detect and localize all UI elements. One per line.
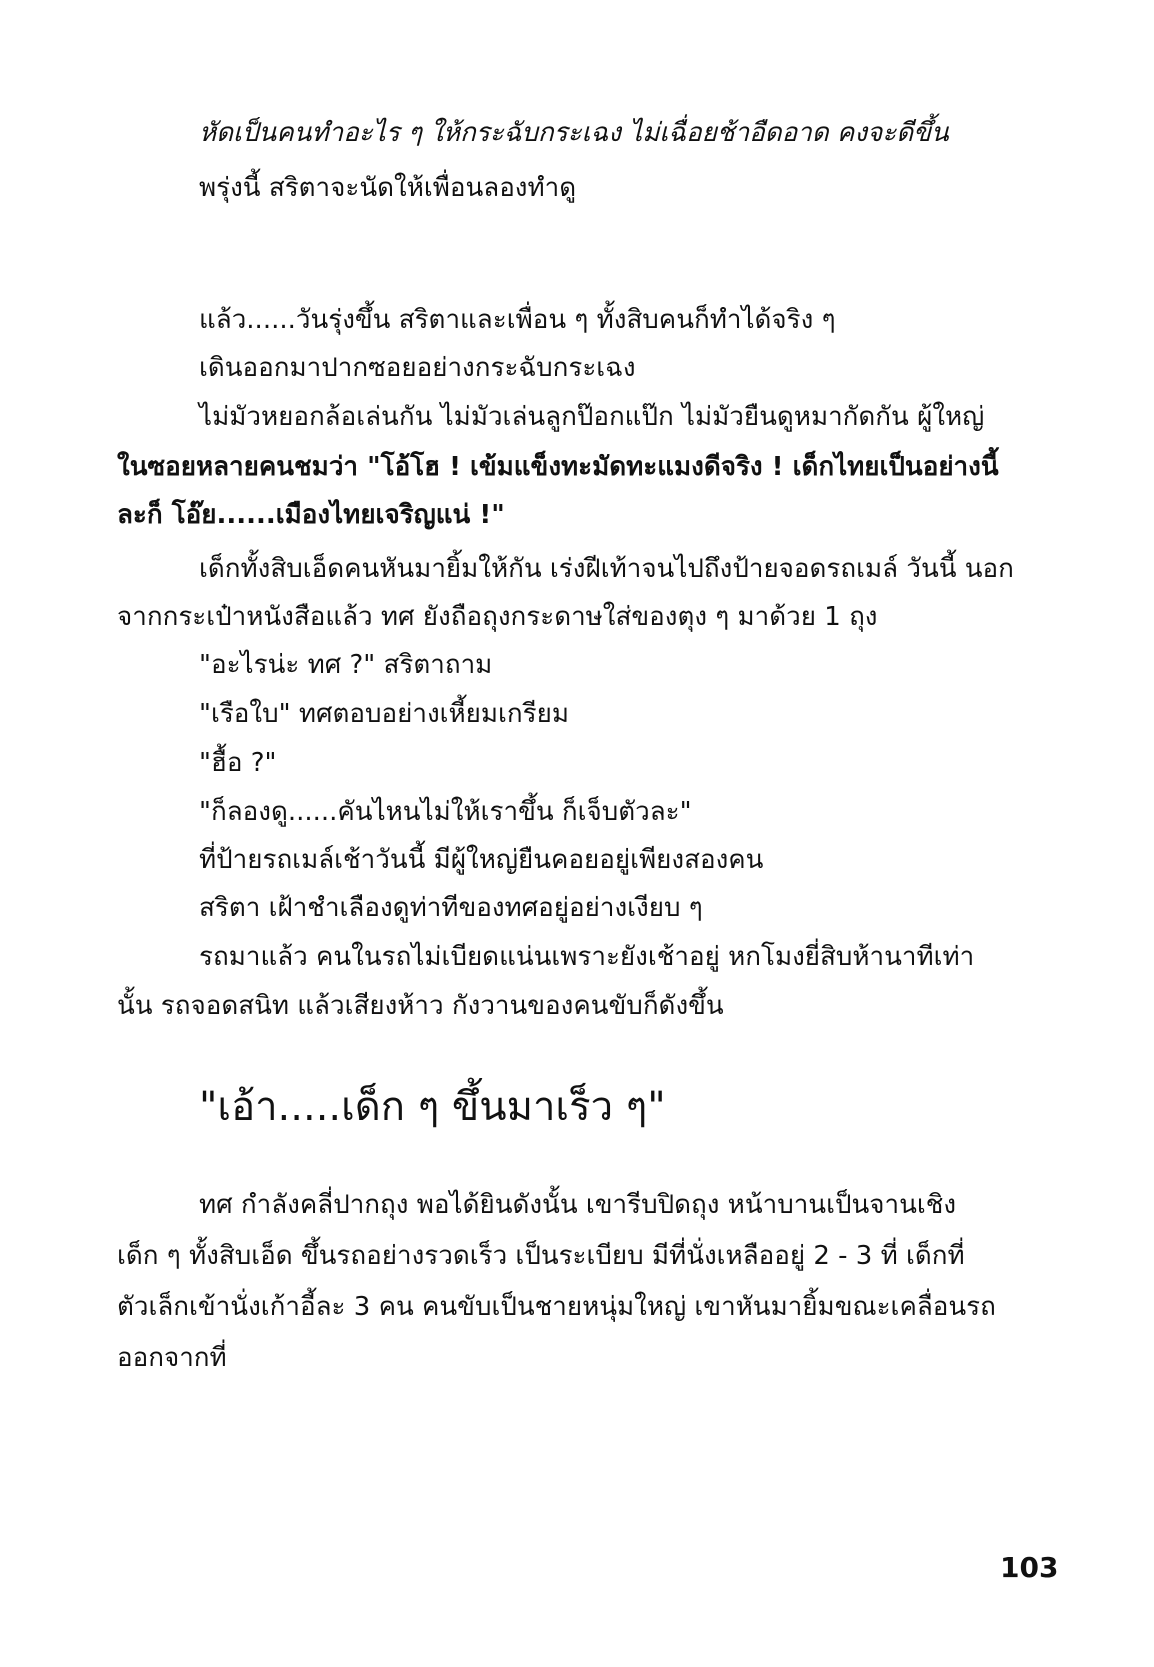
page-number: 103 — [1000, 1551, 1059, 1584]
text-line: ละก็ โอ๊ย......เมืองไทยเจริญแน่ !" — [117, 500, 505, 530]
text-line: รถมาแล้ว คนในรถไม่เบียดแน่นเพราะยังเช้าอยู่ หกโมงยี่สิบห้านาทีเท่า — [199, 942, 975, 972]
text-line: เดินออกมาปากซอยอย่างกระฉับกระเฉง — [199, 353, 636, 383]
text-line: "อะไรน่ะ ทศ ?" สริตาถาม — [199, 650, 493, 680]
text-line: "ฮื้อ ?" — [199, 748, 277, 778]
text-line: ไม่มัวหยอกล้อเล่นกัน ไม่มัวเล่นลูกป๊อกแป๊ก ไม่มัวยืนดูหมากัดกัน ผู้ใหญ่ — [199, 402, 985, 432]
text-line: "เรือใบ" ทศตอบอย่างเหี้ยมเกรียม — [199, 699, 570, 729]
large-quote-line: "เอ้า.....เด็ก ๆ ขึ้นมาเร็ว ๆ" — [199, 1084, 666, 1130]
text-line: จากกระเป๋าหนังสือแล้ว ทศ ยังถือถุงกระดาษใส่ของตุง ๆ มาด้วย 1 ถุง — [117, 602, 878, 632]
text-line: หัดเป็นคนทำอะไร ๆ ให้กระฉับกระเฉง ไม่เฉื่อยช้าอืดอาด คงจะดีขึ้น — [199, 118, 949, 148]
text-line: ออกจากที่ — [117, 1343, 227, 1373]
text-line: นั้น รถจอดสนิท แล้วเสียงห้าว กังวานของคนขับก็ดังขึ้น — [117, 991, 724, 1021]
text-line: ในซอยหลายคนชมว่า "โอ้โฮ ! เข้มแข็งทะมัดทะแมงดีจริง ! เด็กไทยเป็นอย่างนี้ — [117, 452, 999, 482]
text-line: เด็ก ๆ ทั้งสิบเอ็ด ขึ้นรถอย่างรวดเร็ว เป็นระเบียบ มีที่นั่งเหลืออยู่ 2 - 3 ที่ เด็กที่ — [117, 1241, 965, 1271]
text-line: เด็กทั้งสิบเอ็ดคนหันมายิ้มให้กัน เร่งฝีเท้าจนไปถึงป้ายจอดรถเมล์ วันนี้ นอก — [199, 554, 1014, 584]
text-line: สริตา เฝ้าชำเลืองดูท่าทีของทศอยู่อย่างเงียบ ๆ — [199, 893, 703, 923]
text-line: "ก็ลองดู......คันไหนไม่ให้เราขึ้น ก็เจ็บตัวละ" — [199, 797, 692, 827]
text-line: พรุ่งนี้ สริตาจะนัดให้เพื่อนลองทำดู — [199, 173, 577, 203]
text-line: ทศ กำลังคลี่ปากถุง พอได้ยินดังนั้น เขารีบปิดถุง หน้าบานเป็นจานเชิง — [199, 1190, 957, 1220]
text-line: ตัวเล็กเข้านั่งเก้าอี้ละ 3 คน คนขับเป็นชายหนุ่มใหญ่ เขาหันมายิ้มขณะเคลื่อนรถ — [117, 1292, 996, 1322]
text-line: ที่ป้ายรถเมล์เช้าวันนี้ มีผู้ใหญ่ยืนคอยอยู่เพียงสองคน — [199, 845, 764, 875]
text-line: แล้ว......วันรุ่งขึ้น สริตาและเพื่อน ๆ ทั้งสิบคนก็ทำได้จริง ๆ — [199, 305, 836, 335]
